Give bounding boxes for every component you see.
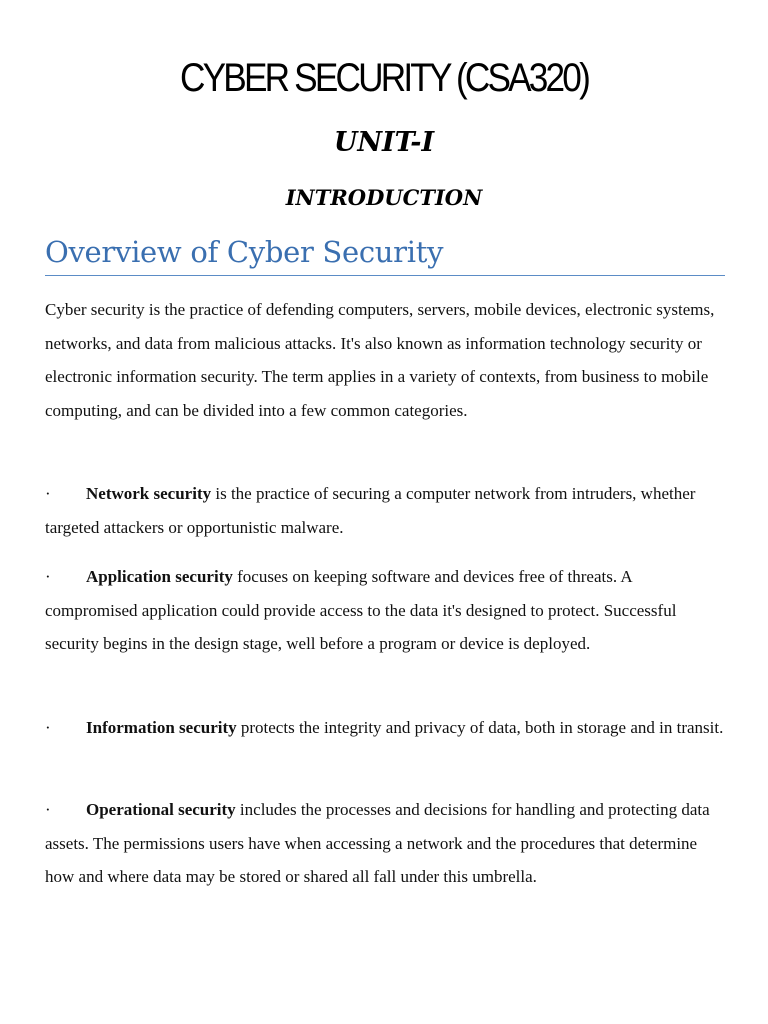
document-title: CYBER SECURITY (CSA320) <box>180 56 588 100</box>
bullet-dot: · <box>45 800 51 819</box>
bullet-item-operational-security <box>45 793 725 894</box>
bullet-dot: · <box>45 718 51 737</box>
bullet-item-network-security <box>45 477 725 544</box>
section-heading: Overview of Cyber Security <box>45 235 725 276</box>
bullet-term: Information security <box>86 718 237 737</box>
bullet-description: is the practice of securing a computer network from intruders, whether targeted attackers or opportunistic malware. <box>45 484 696 537</box>
bullet-term: Operational security <box>86 800 236 819</box>
bullet-description: focuses on keeping software and devices free of threats. A compromised application could provide access to the data it's designed to protect. Successful security begins in the design stage, well before a program or device is deployed. <box>45 567 677 653</box>
bullet-term: Network security <box>86 484 212 503</box>
unit-title: UNIT-I <box>333 127 435 158</box>
bullet-dot: · <box>45 567 51 586</box>
bullet-item-information-security <box>45 711 725 745</box>
overview-paragraph: Cyber security is the practice of defending computers, servers, mobile devices, electronic systems, networks, and data from malicious attacks. It's also known as information technology security or electronic information security. The term applies in a variety of contexts, from business to mobile computing, and can be divided into a few common categories. <box>45 300 715 420</box>
bullet-description: protects the integrity and privacy of data, both in storage and in transit. <box>236 718 724 737</box>
bullet-term: Application security <box>86 567 233 586</box>
bullet-dot: · <box>45 484 51 503</box>
chapter-title: INTRODUCTION <box>285 185 483 210</box>
bullet-item-application-security <box>45 560 725 661</box>
bullet-description: includes the processes and decisions for handling and protecting data assets. The permissions users have when accessing a network and the procedures that determine how and where data may be stored or shared all fall under this umbrella. <box>45 800 710 886</box>
